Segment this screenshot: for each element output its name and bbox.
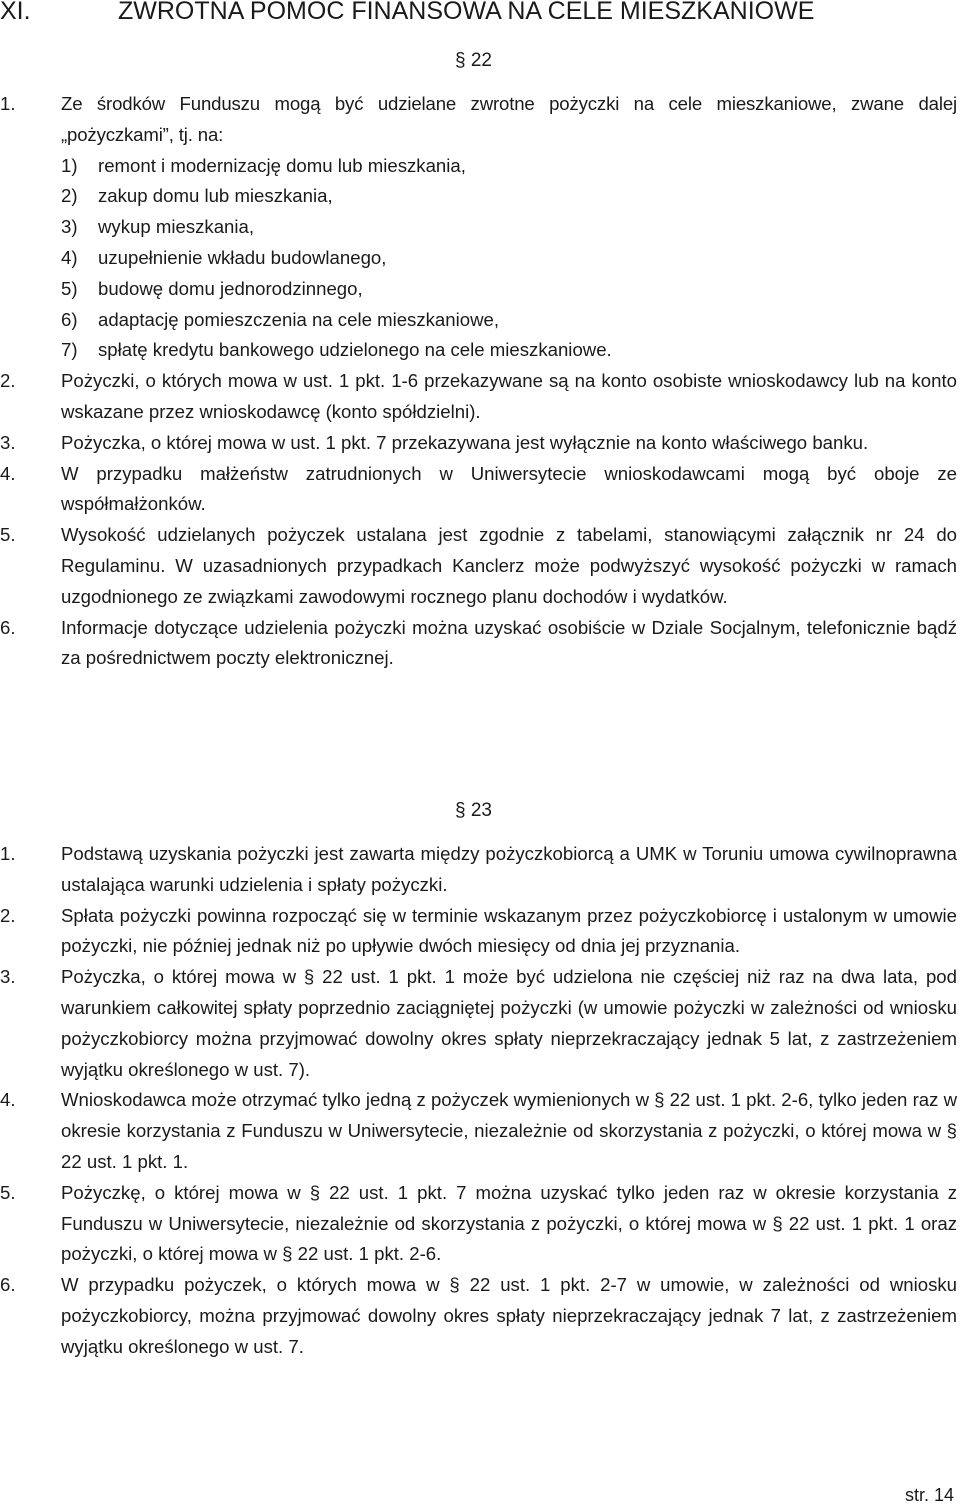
paragraph-text: Pożyczki, o których mowa w ust. 1 pkt. 1-6 przekazywane są na konto osobiste wnioskodawcy lub na konto wskazane przez wnioskodawcę (konto spółdzielni). bbox=[61, 370, 957, 422]
section-23-heading: § 23 bbox=[455, 800, 492, 821]
paragraph-text: Pożyczka, o której mowa w ust. 1 pkt. 7 przekazywana jest wyłącznie na konto właściwego banku. bbox=[61, 431, 869, 453]
paragraph-22-5 bbox=[0, 520, 957, 612]
paragraph-22-3 bbox=[0, 428, 957, 459]
paragraph-22-1 bbox=[0, 89, 957, 151]
page-number: str. 14 bbox=[904, 1485, 954, 1505]
list-item-text: budowę domu jednorodzinnego, bbox=[98, 277, 363, 299]
list-item-text: adaptację pomieszczenia na cele mieszkaniowe, bbox=[98, 308, 500, 330]
paragraph-23-4 bbox=[0, 1085, 957, 1177]
paragraph-number: 6. bbox=[0, 616, 16, 638]
list-item-number: 6) bbox=[61, 308, 78, 330]
list-item-text: spłatę kredytu bankowego udzielonego na cele mieszkaniowe. bbox=[98, 339, 612, 361]
paragraph-23-6 bbox=[0, 1270, 957, 1362]
list-item-text: wykup mieszkania, bbox=[98, 216, 255, 238]
list-item-number: 2) bbox=[61, 185, 78, 207]
paragraph-text: Wysokość udzielanych pożyczek ustalana jest zgodnie z tabelami, stanowiącymi załącznik nr 24 do Regulaminu. W uzasadnionych przypadkach Kanclerz może podwyższyć wysokość pożyczki w ramach uzgodnionego ze związkami zawodowymi rocznego planu dochodów i wydatków. bbox=[61, 524, 957, 607]
list-item-number: 3) bbox=[61, 216, 78, 238]
chapter-number: XI. bbox=[0, 0, 31, 25]
paragraph-number: 2. bbox=[0, 370, 16, 392]
paragraph-number: 5. bbox=[0, 524, 16, 546]
list-item-text: uzupełnienie wkładu budowlanego, bbox=[98, 246, 387, 268]
paragraph-number: 5. bbox=[0, 1181, 16, 1203]
paragraph-22-6 bbox=[0, 613, 957, 675]
paragraph-number: 4. bbox=[0, 462, 16, 484]
paragraph-text: Spłata pożyczki powinna rozpocząć się w terminie wskazanym przez pożyczkobiorcę i ustalonym w umowie pożyczki, nie później jednak niż po upływie dwóch miesięcy od dnia jej przyznania. bbox=[61, 904, 957, 957]
list-item-22-1-3 bbox=[0, 212, 957, 243]
section-22-heading: § 22 bbox=[455, 50, 492, 71]
section-22-body bbox=[0, 89, 957, 674]
list-item-number: 5) bbox=[61, 277, 78, 299]
paragraph-text: Informacje dotyczące udzielenia pożyczki można uzyskać osobiście w Dziale Socjalnym, telefonicznie bądź za pośrednictwem poczty elektronicznej. bbox=[61, 616, 957, 669]
chapter-title: ZWROTNA POMOC FINANSOWA NA CELE MIESZKANIOWE bbox=[118, 0, 815, 25]
list-item-number: 4) bbox=[61, 246, 78, 268]
list-item-22-1-4 bbox=[0, 243, 957, 274]
paragraph-22-4 bbox=[0, 459, 957, 521]
paragraph-23-2 bbox=[0, 901, 957, 963]
paragraph-number: 3. bbox=[0, 966, 16, 988]
paragraph-number: 2. bbox=[0, 904, 16, 926]
paragraph-23-5 bbox=[0, 1178, 957, 1270]
paragraph-text: Podstawą uzyskania pożyczki jest zawarta między pożyczkobiorcą a UMK w Toruniu umowa cywilnoprawna ustalająca warunki udzielenia i spłaty pożyczki. bbox=[61, 843, 957, 895]
list-item-22-1-2 bbox=[0, 181, 957, 212]
paragraph-23-3 bbox=[0, 962, 957, 1085]
list-item-22-1-7 bbox=[0, 335, 957, 366]
list-item-22-1-1 bbox=[0, 151, 957, 182]
paragraph-text: W przypadku małżeństw zatrudnionych w Uniwersytecie wnioskodawcami mogą być oboje ze współmałżonków. bbox=[61, 462, 957, 515]
list-item-number: 7) bbox=[61, 339, 78, 361]
list-item-22-1-6 bbox=[0, 305, 957, 336]
paragraph-number: 4. bbox=[0, 1089, 16, 1111]
paragraph-number: 3. bbox=[0, 431, 16, 453]
paragraph-text: W przypadku pożyczek, o których mowa w § 22 ust. 1 pkt. 2-7 w umowie, w zależności od wniosku pożyczkobiorcy, można przyjmować dowolny okres spłaty nieprzekraczający jednak 7 lat, z zastrzeżeniem wyjątku określonego w ust. 7. bbox=[61, 1274, 957, 1357]
paragraph-text: Pożyczka, o której mowa w § 22 ust. 1 pkt. 1 może być udzielona nie częściej niż raz na dwa lata, pod warunkiem całkowitej spłaty poprzednio zaciągniętej pożyczki (w umowie pożyczki w zależności od wniosku pożyczkobiorcy można przyjmować dowolny okres spłaty nieprzekraczający jednak 5 lat, z zastrzeżeniem wyjątku określonego w ust. 7). bbox=[61, 966, 957, 1080]
list-item-22-1-5 bbox=[0, 274, 957, 305]
paragraph-text: Wnioskodawca może otrzymać tylko jedną z pożyczek wymienionych w § 22 ust. 1 pkt. 2-6, tylko jeden raz w okresie korzystania z Funduszu w Uniwersytecie, niezależnie od skorzystania z pożyczki, o której mowa w § 22 ust. 1 pkt. 1. bbox=[61, 1089, 957, 1172]
paragraph-text: Pożyczkę, o której mowa w § 22 ust. 1 pkt. 7 można uzyskać tylko jeden raz w okresie korzystania z Funduszu w Uniwersytecie, niezależnie od skorzystania z pożyczki, o której mowa w § 22 ust. 1 pkt. 1 oraz pożyczki, o której mowa w § 22 ust. 1 pkt. 2-6. bbox=[61, 1181, 957, 1265]
paragraph-number: 1. bbox=[0, 843, 16, 864]
paragraph-number: 6. bbox=[0, 1274, 16, 1296]
list-item-number: 1) bbox=[61, 154, 78, 176]
paragraph-22-2 bbox=[0, 366, 957, 428]
paragraph-text: Ze środków Funduszu mogą być udzielane zwrotne pożyczki na cele mieszkaniowe, zwane dalej „pożyczkami”, tj. na: bbox=[61, 93, 957, 145]
list-item-text: remont i modernizację domu lub mieszkania, bbox=[98, 154, 466, 176]
list-item-text: zakup domu lub mieszkania, bbox=[98, 185, 333, 207]
paragraph-number: 1. bbox=[0, 93, 16, 114]
section-23-body bbox=[0, 839, 957, 1363]
paragraph-23-1 bbox=[0, 839, 957, 901]
